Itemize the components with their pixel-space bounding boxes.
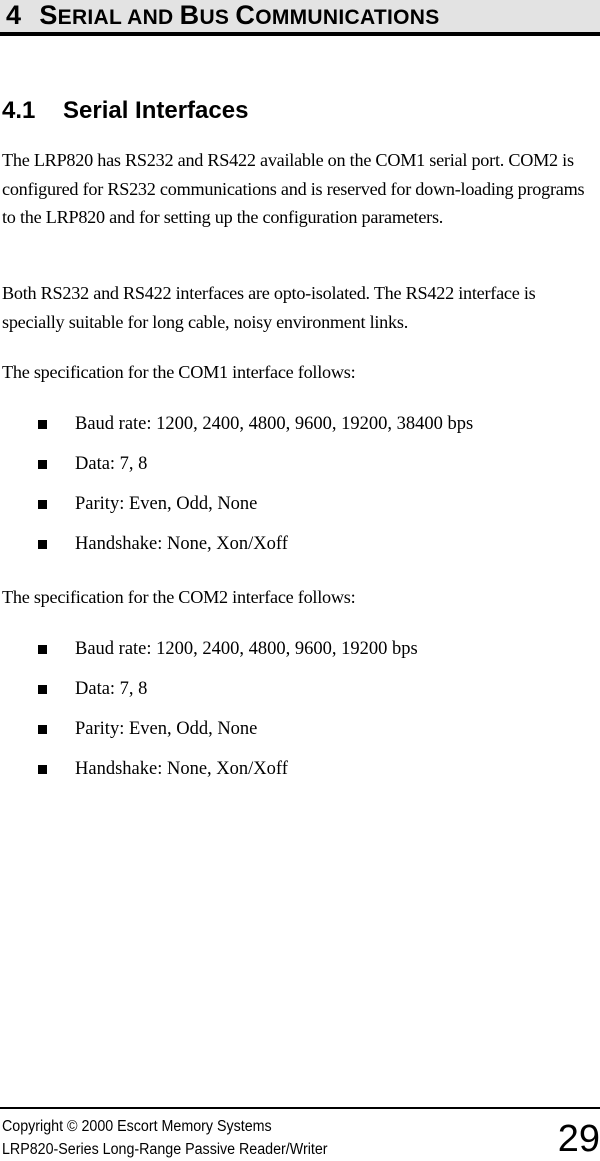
- footer-copyright: Copyright © 2000 Escort Memory Systems: [2, 1118, 272, 1135]
- spec-text: Data: 7, 8: [75, 454, 148, 474]
- chapter-title-word: ERIAL AND: [57, 6, 180, 29]
- com2-spec-list: [0, 635, 418, 795]
- section-number: 4.1: [2, 97, 36, 124]
- list-item: [0, 635, 418, 675]
- chapter-title-initial: C: [235, 0, 256, 30]
- list-item: [0, 715, 418, 755]
- chapter-title-word: US: [199, 6, 236, 29]
- spec-text: Baud rate: 1200, 2400, 4800, 9600, 19200 bps: [75, 639, 418, 659]
- square-bullet-icon: [38, 765, 47, 774]
- square-bullet-icon: [38, 685, 47, 694]
- page-number: 29: [557, 1118, 600, 1160]
- square-bullet-icon: [38, 645, 47, 654]
- isolation-paragraph: Both RS232 and RS422 interfaces are opto-isolated. The RS422 interface is specially suitable for long cable, noisy environment links.: [2, 283, 536, 332]
- spec-text: Baud rate: 1200, 2400, 4800, 9600, 19200, 38400 bps: [75, 414, 474, 434]
- spec-text: Handshake: None, Xon/Xoff: [75, 759, 288, 779]
- spec-text: Parity: Even, Odd, None: [75, 494, 258, 514]
- chapter-number: 4: [6, 0, 22, 30]
- list-item: [0, 530, 473, 570]
- chapter-title-word: OMMUNICATIONS: [255, 6, 440, 29]
- com1-spec-intro: The specification for the COM1 interface follows:: [2, 362, 356, 382]
- square-bullet-icon: [38, 500, 47, 509]
- com1-spec-list: [0, 410, 473, 570]
- chapter-title-initial: S: [39, 0, 58, 30]
- footer-divider: [0, 1107, 600, 1109]
- list-item: [0, 450, 473, 490]
- spec-text: Data: 7, 8: [75, 679, 148, 699]
- list-item: [0, 755, 418, 795]
- chapter-title-initial: B: [179, 0, 200, 30]
- square-bullet-icon: [38, 420, 47, 429]
- chapter-header-bar: [0, 0, 600, 36]
- list-item: [0, 675, 418, 715]
- section-title: Serial Interfaces: [63, 97, 249, 124]
- intro-paragraph: The LRP820 has RS232 and RS422 available on the COM1 serial port. COM2 is configured for RS232 communications and is reserved for down-loading programs to the LRP820 and for setting up the configuration parameters.: [2, 150, 585, 227]
- list-item: [0, 490, 473, 530]
- spec-text: Handshake: None, Xon/Xoff: [75, 534, 288, 554]
- list-item: [0, 410, 473, 450]
- square-bullet-icon: [38, 540, 47, 549]
- square-bullet-icon: [38, 460, 47, 469]
- section-heading: [2, 96, 248, 126]
- footer-product-name: LRP820-Series Long-Range Passive Reader/Writer: [2, 1141, 328, 1158]
- spec-text: Parity: Even, Odd, None: [75, 719, 258, 739]
- square-bullet-icon: [38, 725, 47, 734]
- chapter-title: [6, 0, 440, 33]
- com2-spec-intro: The specification for the COM2 interface follows:: [2, 587, 356, 607]
